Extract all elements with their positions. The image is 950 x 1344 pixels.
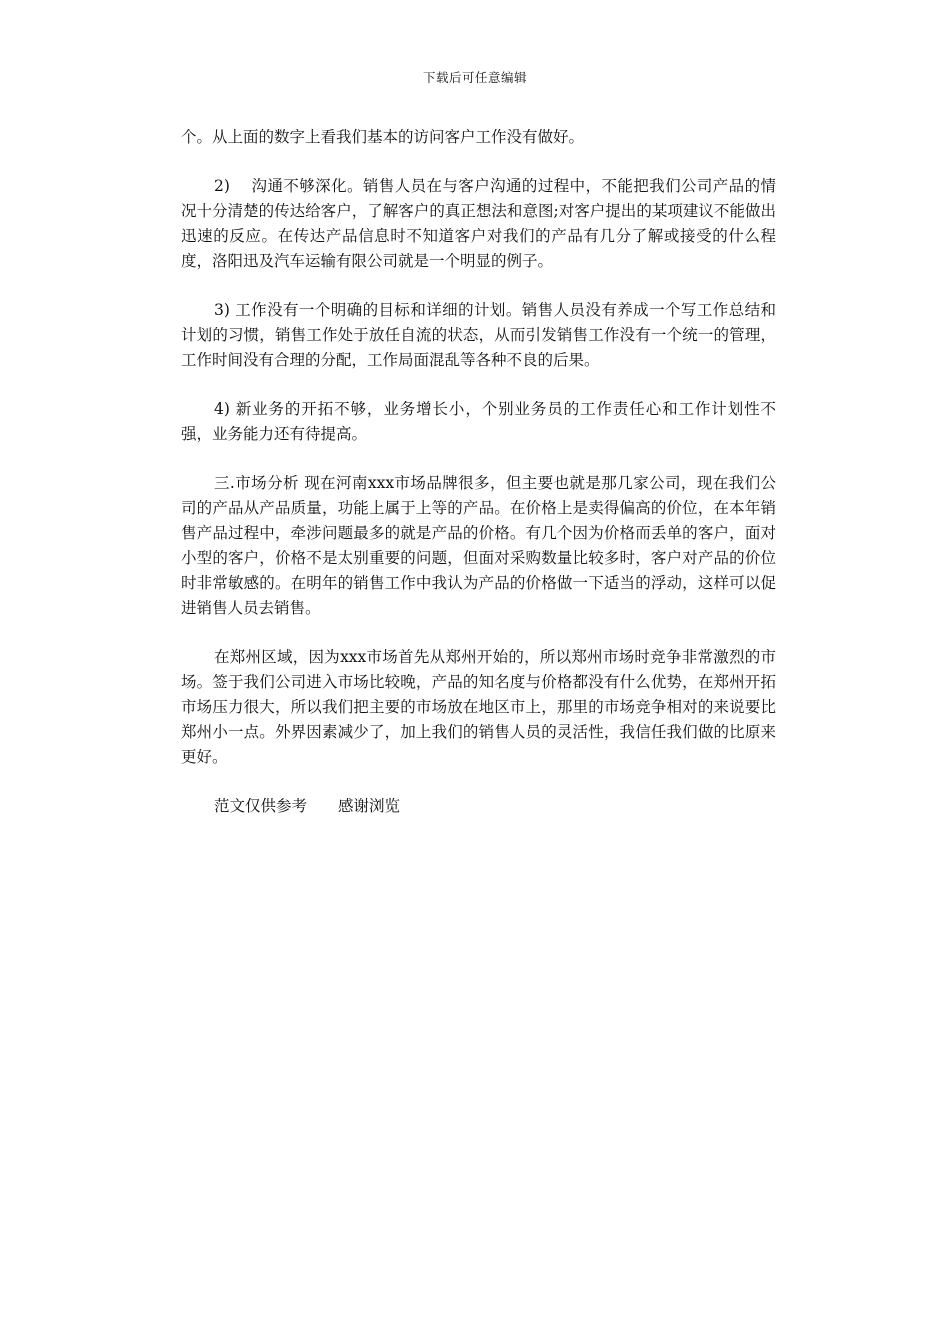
paragraph-item-3: 3) 工作没有一个明确的目标和详细的计划。销售人员没有养成一个写工作总结和计划的习惯，销售工作处于放任自流的状态，从而引发销售工作没有一个统一的管理，工作时间没有合理的分配，工作局面混乱等各种不良的后果。 <box>181 301 776 369</box>
footer-note: 范文仅供参考 感谢浏览 <box>214 797 401 815</box>
page-header: 下载后可任意编辑 <box>422 70 527 85</box>
paragraph-item-2: 2) 沟通不够深化。销售人员在与客户沟通的过程中，不能把我们公司产品的情况十分清楚的传达给客户，了解客户的真正想法和意图;对客户提出的某项建议不能做出迅速的反应。在传达产品信息时不知道客户对我们的产品有几分了解或接受的什么程度，洛阳迅及汽车运输有限公司就是一个明显的例子。 <box>181 177 776 270</box>
paragraph-zhengzhou-region: 在郑州区域，因为xxx市场首先从郑州开始的，所以郑州市场时竞争非常激烈的市场。签于我们公司进入市场比较晚，产品的知名度与价格都没有什么优势，在郑州开拓市场压力很大，所以我们把主要的市场放在地区市上，那里的市场竞争相对的来说要比郑州小一点。外界因素减少了，加上我们的销售人员的灵活性，我信任我们做的比原来更好。 <box>181 648 776 766</box>
document-body <box>181 125 776 819</box>
paragraph-continuation: 个。从上面的数字上看我们基本的访问客户工作没有做好。 <box>181 128 585 146</box>
paragraph-market-analysis: 三.市场分析 现在河南xxx市场品牌很多，但主要也就是那几家公司，现在我们公司的产品从产品质量，功能上属于上等的产品。在价格上是卖得偏高的价位，在本年销售产品过程中，牵涉问题最多的就是产品的价格。有几个因为价格而丢单的客户，面对小型的客户，价格不是太别重要的问题，但面对采购数量比较多时，客户对产品的价位时非常敏感的。在明年的销售工作中我认为产品的价格做一下适当的浮动，这样可以促进销售人员去销售。 <box>181 474 776 617</box>
paragraph-item-4: 4) 新业务的开拓不够，业务增长小，个别业务员的工作责任心和工作计划性不强，业务能力还有待提高。 <box>181 400 776 443</box>
